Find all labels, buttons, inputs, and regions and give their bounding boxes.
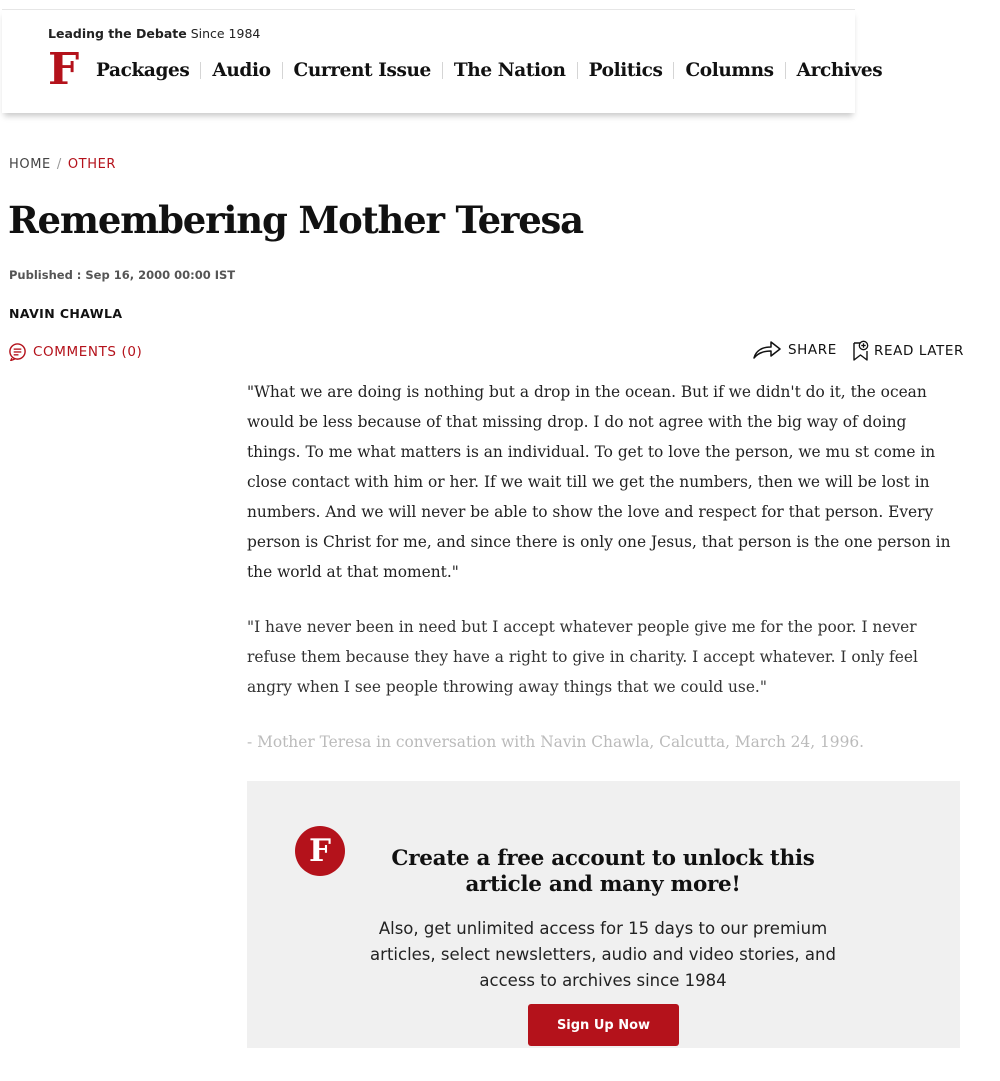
share-icon [752, 340, 782, 360]
read-later-label: READ LATER [874, 343, 965, 359]
article-attribution: - Mother Teresa in conversation with Navin Chawla, Calcutta, March 24, 1996. [247, 733, 865, 751]
nav-audio[interactable]: Audio [212, 60, 271, 81]
site-header [2, 9, 883, 113]
main-nav [96, 60, 882, 81]
article-paragraph: "What we are doing is nothing but a drop in the ocean. But if we didn't do it, the ocean would be less because of that missing drop. I do not agree with the big way of doing things. To me what matters is an individual. To get to love the person, we mu st come in close contact with him or her. If we wait till we get the numbers, then we will be lost in numbers. And we will never be able to show the love and respect for that person. Every person is Christ for me, and since there is only one Jesus, that person is the one person in the world at that moment." [247, 383, 951, 581]
nav-columns[interactable]: Columns [685, 60, 774, 81]
share-label: SHARE [788, 342, 837, 358]
comments-label: COMMENTS (0) [33, 343, 143, 360]
nav-divider [577, 62, 578, 79]
breadcrumb-home[interactable]: HOME [9, 157, 51, 172]
publish-date: Published : Sep 16, 2000 00:00 IST [9, 268, 236, 282]
tagline: Leading the Debate Since 1984 [48, 26, 261, 41]
author-name[interactable]: NAVIN CHAWLA [9, 306, 123, 321]
nav-divider [442, 62, 443, 79]
nav-divider [785, 62, 786, 79]
breadcrumb-separator: / [56, 157, 62, 172]
signup-paywall [247, 781, 960, 1048]
nav-divider [282, 62, 283, 79]
comment-icon [8, 342, 27, 361]
breadcrumb [9, 157, 116, 172]
paywall-description: Also, get unlimited access for 15 days to our premium articles, select newsletters, audio and video stories, and access to archives since 1984 [370, 919, 836, 990]
site-logo[interactable]: F [48, 44, 80, 95]
comments-link[interactable] [8, 342, 142, 361]
bookmark-add-icon [852, 340, 869, 362]
nav-divider [673, 62, 674, 79]
nav-current-issue[interactable]: Current Issue [293, 60, 431, 81]
nav-packages[interactable]: Packages [96, 60, 190, 81]
share-button[interactable] [752, 340, 837, 360]
nav-archives[interactable]: Archives [796, 60, 883, 81]
brand-logo-circle: F [295, 826, 345, 876]
paywall-title: Create a free account to unlock this article and many more! [391, 846, 815, 897]
nav-the-nation[interactable]: The Nation [453, 60, 566, 81]
article-body [247, 377, 963, 782]
nav-politics[interactable]: Politics [588, 60, 663, 81]
nav-divider [200, 62, 201, 79]
article-paragraph: "I have never been in need but I accept whatever people give me for the poor. I never refuse them because they have a right to give in charity. I accept whatever. I only feel angry when I see people throwing away things that we could use." [247, 618, 918, 696]
read-later-button[interactable] [852, 340, 964, 362]
breadcrumb-section[interactable]: OTHER [67, 157, 117, 172]
article-title: Remembering Mother Teresa [8, 198, 583, 242]
sign-up-button[interactable]: Sign Up Now [528, 1004, 679, 1046]
